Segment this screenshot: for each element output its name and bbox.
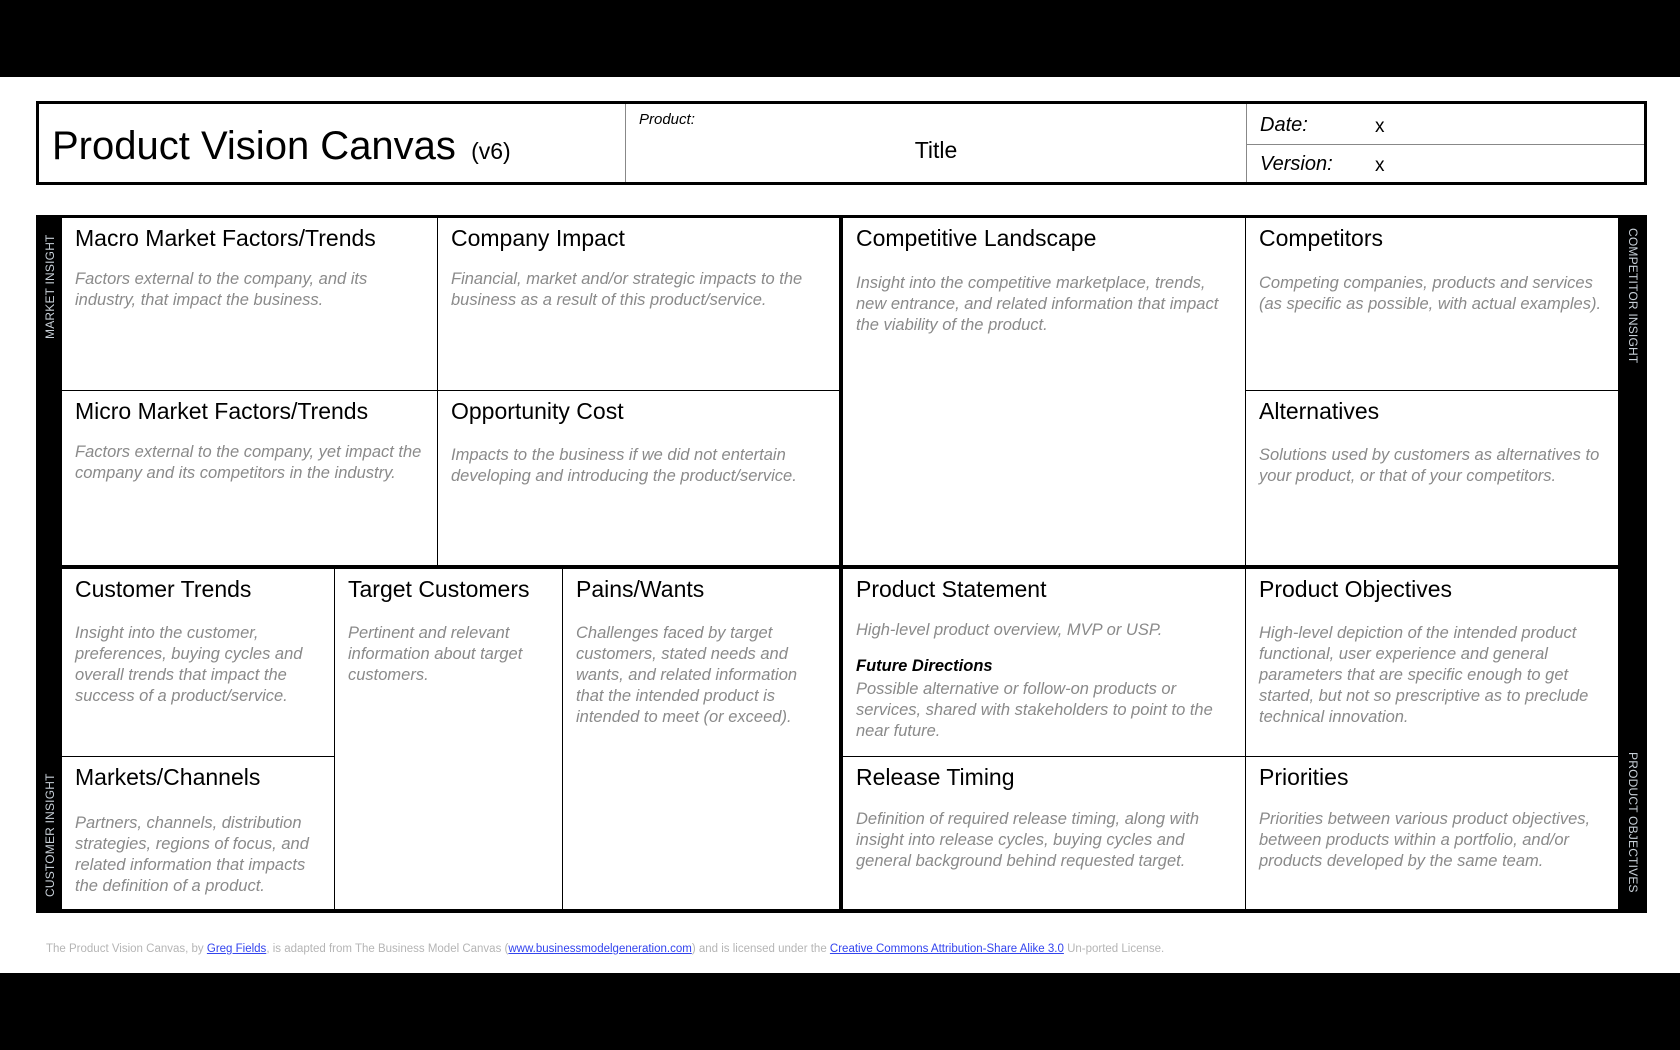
side-label-market-insight: MARKET INSIGHT — [43, 234, 57, 339]
cell-title: Macro Market Factors/Trends — [75, 225, 376, 251]
version-tag: (v6) — [471, 138, 511, 164]
cell-title: Priorities — [1259, 764, 1349, 790]
cell-macro-market-factors[interactable] — [62, 218, 437, 390]
cell-competitive-landscape[interactable] — [843, 218, 1245, 565]
cell-competitors[interactable] — [1246, 218, 1618, 390]
footer-text: , is adapted from The Business Model Canvas ( — [266, 943, 509, 955]
cell-title: Pains/Wants — [576, 576, 705, 602]
cell-description: Financial, market and/or strategic impacts to the business as a result of this product/service. — [451, 270, 803, 309]
cell-description: Factors external to the company, yet impact the company and its competitors in the industry. — [75, 443, 422, 482]
cell-priorities[interactable] — [1246, 757, 1618, 909]
cell-title: Product Statement — [856, 576, 1047, 602]
footer-text: ) and is licensed under the — [691, 943, 830, 955]
cell-description: Competing companies, products and services (as specific as possible, with actual examples). — [1259, 274, 1602, 313]
license-link[interactable]: Creative Commons Attribution-Share Alike 3.0 — [829, 943, 1064, 955]
cell-company-impact[interactable] — [438, 218, 839, 390]
date-cell[interactable] — [1247, 104, 1644, 145]
cell-title: Competitive Landscape — [856, 225, 1097, 251]
side-label-competitor-insight: COMPETITOR INSIGHT — [1626, 228, 1640, 364]
page-title-text: Product Vision Canvas — [52, 124, 456, 168]
cell-description: Insight into the competitive marketplace, trends, new entrance, and related information that impact the viability of the product. — [856, 274, 1219, 334]
cell-target-customers[interactable] — [335, 569, 562, 909]
page-title — [52, 124, 511, 169]
cell-product-objectives[interactable] — [1246, 569, 1618, 756]
cell-title: Micro Market Factors/Trends — [75, 398, 369, 424]
cell-markets-channels[interactable] — [62, 757, 334, 909]
cell-title: Competitors — [1259, 225, 1383, 251]
date-label: Date: — [1260, 114, 1308, 136]
cell-title: Company Impact — [451, 225, 625, 251]
license-footer — [46, 943, 1164, 955]
cell-title: Target Customers — [348, 576, 530, 602]
cell-release-timing[interactable] — [843, 757, 1245, 909]
cell-description: Insight into the customer, preferences, buying cycles and overall trends that impact the success of a product/service. — [75, 624, 303, 705]
cell-description: Factors external to the company, and its industry, that impact the business. — [75, 270, 368, 309]
version-cell[interactable] — [1247, 145, 1644, 182]
title-cell — [39, 104, 626, 182]
date-value[interactable]: x — [1375, 116, 1385, 137]
cell-customer-trends[interactable] — [62, 569, 334, 756]
cell-description: High-level depiction of the intended product functional, user experience and general parameters that are specific enough to get started, but not so prescriptive as to preclude technical innovation. — [1259, 624, 1589, 726]
footer-text: The Product Vision Canvas, by — [46, 943, 207, 955]
cell-opportunity-cost[interactable] — [438, 391, 839, 565]
cell-description: Definition of required release timing, along with insight into release cycles, buying cycles and general background behind requested target. — [856, 810, 1200, 870]
cell-title: Product Objectives — [1259, 576, 1453, 602]
future-directions-title: Future Directions — [856, 657, 993, 675]
product-cell[interactable] — [626, 104, 1247, 182]
cell-description: Impacts to the business if we did not entertain developing and introducing the product/service. — [451, 446, 797, 485]
cell-description: Pertinent and relevant information about target customers. — [348, 624, 523, 684]
product-label: Product: — [639, 111, 695, 128]
cell-pains-wants[interactable] — [563, 569, 839, 909]
cell-title: Opportunity Cost — [451, 398, 624, 424]
cell-description: Challenges faced by target customers, stated needs and wants, and related information that the intended product is intended to meet (or exceed). — [576, 624, 798, 726]
cell-title: Release Timing — [856, 764, 1015, 790]
header-box — [36, 101, 1647, 185]
canvas-slide — [0, 77, 1680, 973]
product-value[interactable]: Title — [914, 137, 958, 163]
footer-text: Un-ported License. — [1063, 943, 1165, 955]
cell-title: Markets/Channels — [75, 764, 261, 790]
cell-micro-market-factors[interactable] — [62, 391, 437, 565]
side-label-product-objectives: PRODUCT OBJECTIVES — [1626, 752, 1640, 893]
cell-description: High-level product overview, MVP or USP. — [856, 621, 1163, 639]
version-label: Version: — [1260, 153, 1333, 175]
cell-alternatives[interactable] — [1246, 391, 1618, 565]
cell-description: Solutions used by customers as alternatives to your product, or that of your competitors. — [1259, 446, 1600, 485]
version-value[interactable]: x — [1375, 155, 1385, 176]
canvas-grid — [36, 215, 1647, 913]
side-label-customer-insight: CUSTOMER INSIGHT — [43, 773, 57, 897]
cell-title: Customer Trends — [75, 576, 252, 602]
future-directions-description: Possible alternative or follow-on products or services, shared with stakeholders to point to the near future. — [856, 680, 1213, 740]
website-link[interactable]: www.businessmodelgeneration.com — [508, 943, 692, 955]
cell-description: Partners, channels, distribution strategies, regions of focus, and related information that impacts the definition of a product. — [75, 814, 309, 895]
author-link[interactable]: Greg Fields — [206, 943, 267, 955]
cell-title: Alternatives — [1259, 398, 1380, 424]
cell-product-statement[interactable] — [843, 569, 1245, 756]
cell-description: Priorities between various product objectives, between products within a portfolio, and/or products developed by the same team. — [1259, 810, 1591, 870]
